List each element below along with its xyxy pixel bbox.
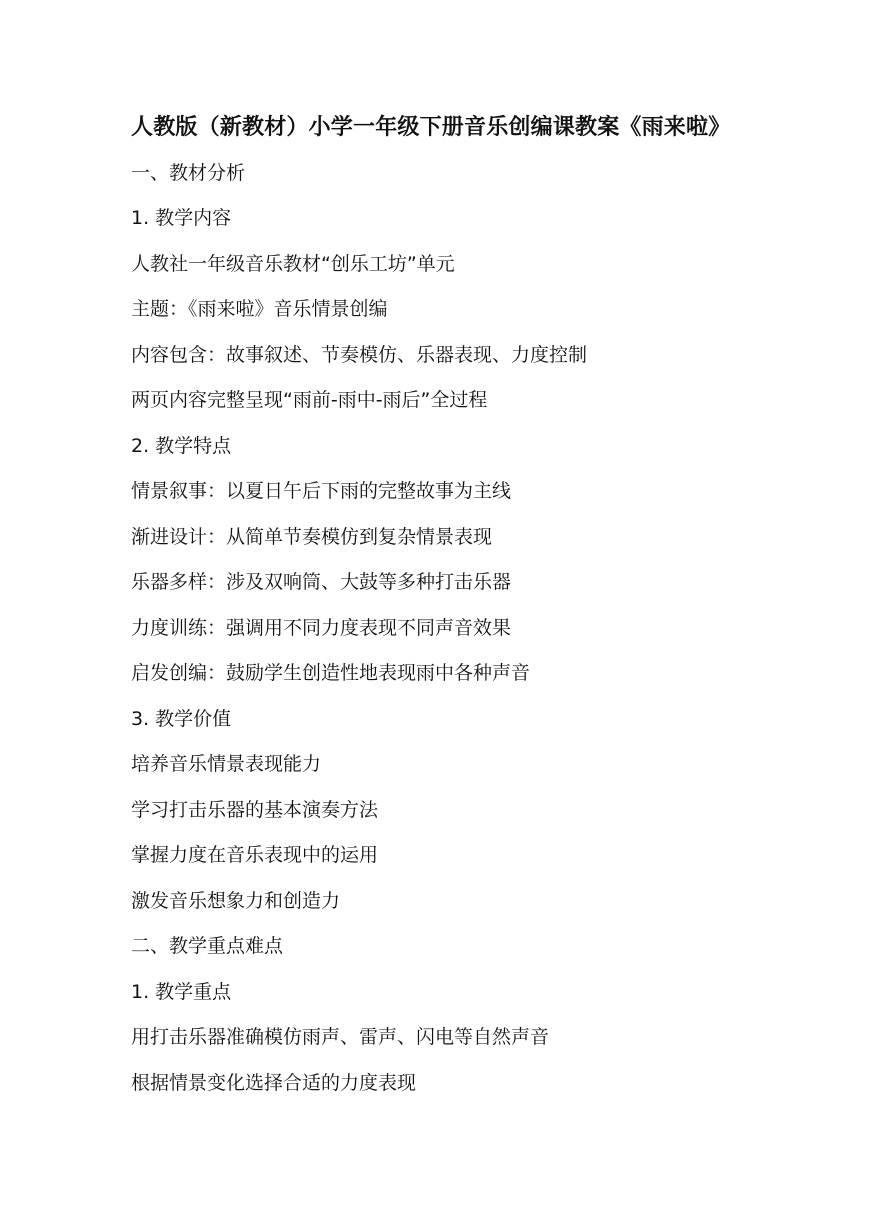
section-heading-key-points: 二、教学重点难点 xyxy=(131,935,284,957)
text-line: 乐器多样：涉及双响筒、大鼓等多种打击乐器 xyxy=(131,571,512,593)
text-line: 根据情景变化选择合适的力度表现 xyxy=(131,1072,417,1094)
subheading-teaching-value: 3. 教学价值 xyxy=(131,708,232,730)
subheading-teaching-focus: 1. 教学重点 xyxy=(131,981,232,1003)
text-line: 两页内容完整呈现“雨前-雨中-雨后”全过程 xyxy=(131,389,488,411)
section-heading-material-analysis: 一、教材分析 xyxy=(131,162,246,184)
document-title: 人教版（新教材）小学一年级下册音乐创编课教案《雨来啦》 xyxy=(131,115,731,140)
text-line: 掌握力度在音乐表现中的运用 xyxy=(131,844,379,866)
text-line: 激发音乐想象力和创造力 xyxy=(131,890,341,912)
text-line: 启发创编：鼓励学生创造性地表现雨中各种声音 xyxy=(131,662,531,684)
subheading-teaching-features: 2. 教学特点 xyxy=(131,435,232,457)
text-line: 内容包含：故事叙述、节奏模仿、乐器表现、力度控制 xyxy=(131,344,588,366)
text-line: 用打击乐器准确模仿雨声、雷声、闪电等自然声音 xyxy=(131,1026,550,1048)
text-line: 力度训练：强调用不同力度表现不同声音效果 xyxy=(131,617,512,639)
text-line: 主题：《雨来啦》音乐情景创编 xyxy=(131,298,388,320)
text-line: 培养音乐情景表现能力 xyxy=(131,753,322,775)
text-line: 渐进设计：从简单节奏模仿到复杂情景表现 xyxy=(131,526,493,548)
text-line: 人教社一年级音乐教材“创乐工坊”单元 xyxy=(131,253,455,275)
text-line: 情景叙事：以夏日午后下雨的完整故事为主线 xyxy=(131,480,512,502)
subheading-teaching-content: 1. 教学内容 xyxy=(131,207,232,229)
text-line: 学习打击乐器的基本演奏方法 xyxy=(131,799,379,821)
